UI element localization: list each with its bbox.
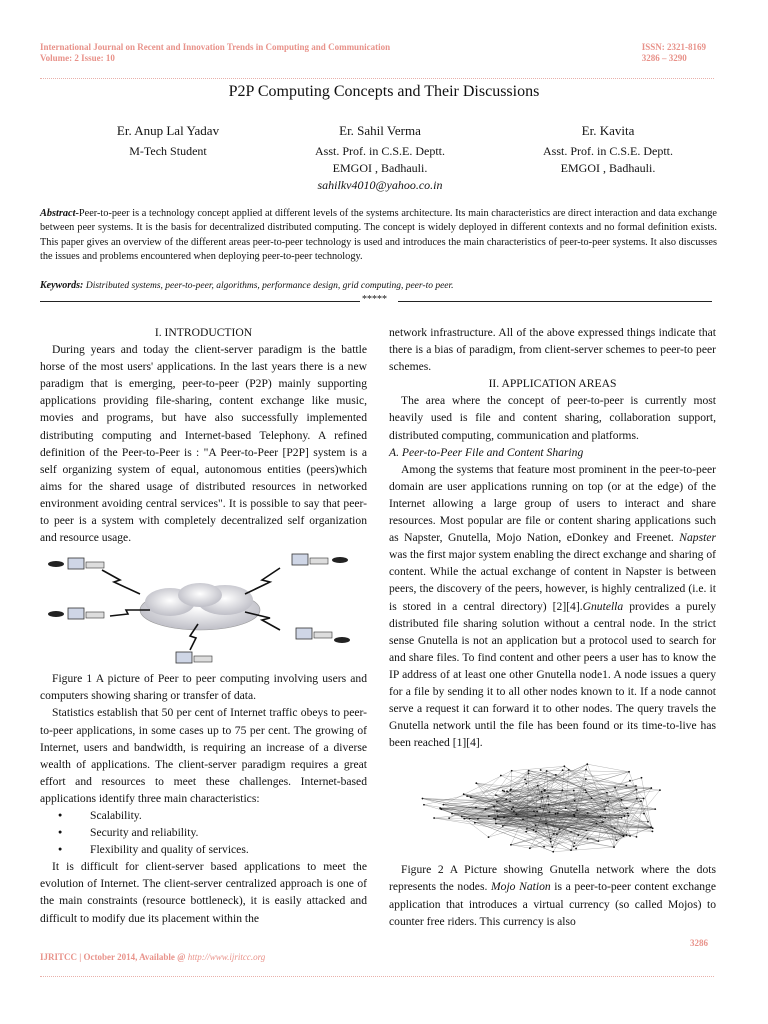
network-node [573,790,575,792]
network-node [502,790,504,792]
network-node [503,817,505,819]
footer-divider [40,976,714,977]
network-node [528,773,530,775]
network-node [553,833,555,835]
header-divider [40,78,714,79]
network-node [604,817,606,819]
network-node [616,840,618,842]
paragraph: It is difficult for client-server based applications to meet the evolution of Internet. The client-server centralized approach is one of the main constraints (resource bottleneck), it is easily attacked and difficult to modify due its placement within the [40,860,367,925]
network-node [552,851,554,853]
author-affiliation: Asst. Prof. in C.S.E. Deptt. [542,144,673,158]
issn: ISSN: 2321-8169 [641,42,706,52]
network-node [495,819,497,821]
network-node [555,813,557,815]
network-edges [422,765,659,853]
internet-cloud-icon [140,583,260,630]
network-node [629,835,631,837]
network-node [474,822,476,824]
author-institute: EMGOI , Badhauli. [560,161,656,175]
network-node [659,790,661,792]
list-item: ● Security and reliability. [50,824,367,841]
paragraph: The area where the concept of peer-to-peer is currently most heavily used is file and content sharing, collaboration support, distributed computing, communication and platforms. [389,394,716,442]
network-node [549,812,551,814]
network-node [643,798,645,800]
network-node [469,818,471,820]
network-node [607,801,609,803]
paragraph: Statistics establish that 50 per cent of Internet traffic obeys to peer-to-peer applications, in some cases up to 75 per cent. The growing of Internet, users and bandwidth, is requiring an increase of a diverse wealth of applications. The client-server paradigm requires a great effort and resources to meet these challenges. Internet-based applications identify three main characteristics: [40,706,367,805]
keywords-text: Distributed systems, peer-to-peer, algorithms, performance design, grid computing, peer-to peer. [85,281,454,291]
section-heading: I. INTRODUCTION [154,326,253,339]
network-node [485,809,487,811]
network-node [574,843,576,845]
page-number: 3286 [690,938,708,948]
network-node [439,808,441,810]
network-node [512,807,514,809]
network-node [557,813,559,815]
network-node [537,785,539,787]
network-node [597,841,599,843]
network-node [562,770,564,772]
network-node [536,811,538,813]
network-node [493,818,495,820]
network-node [628,815,630,817]
network-node [546,770,548,772]
network-node [585,779,587,781]
journal-url[interactable]: http://www.ijritcc.org [187,952,266,962]
network-node [505,799,507,801]
author-name: Er. Anup Lal Yadav [116,123,220,138]
network-node [643,813,645,815]
paragraph: Among the systems that feature most prominent in the peer-to-peer domain are user applications running on top (or at the edge) of the Internet allowing a large group of users to interact and share resources. Most popular are file or content sharing applications such as Napster, Gnutella, Mojo Nation, eDonkey and Freenet. Napster was the first major system enabling the direct exchange and sharing of content. While the actual exchange of content in Napster is between peers, the discovery of the peers, however, is highly centralized (i.e. it is stored in a central directory) [2][4].Gnutella provides a purely distributed file sharing solution without a central node. In the strict sense Gnutella is not an application but a protocol used to search for and share files. To find content and other peers a user has to know the IP address of at least one other Gnutella node1. A node issues a query for a file by sending it to all other nodes known to it. If a node cannot serve a request it can forward it to other nodes. The query travels the Gnutella network until the file has been found or its time-to-live has been reached [1][4]. [389,462,716,750]
author-email: sahilkv4010@yahoo.co.in [317,178,443,192]
network-node [627,813,629,815]
p2p-network-illustration [40,550,367,670]
network-node [585,769,587,771]
network-node [591,798,593,800]
list-item: ● Scalability. [50,807,367,824]
network-node [600,816,602,818]
journal-name: International Journal on Recent and Innovation Trends in Computing and Communication [40,42,391,52]
journal-header [40,42,390,64]
gnutella-network-graph [389,755,716,861]
network-node [525,783,527,785]
network-node [574,800,576,802]
network-node [623,835,625,837]
bullet-list [50,807,367,858]
abstract-label: Abstract- [40,208,79,219]
abstract [40,207,717,265]
network-node [526,828,528,830]
network-node [625,785,627,787]
network-node [533,829,535,831]
network-node [647,821,649,823]
network-node [422,798,424,800]
section-heading: II. APPLICATION AREAS [488,377,617,391]
left-column [40,324,367,927]
network-node [636,789,638,791]
network-node [496,801,498,803]
network-node [555,774,557,776]
network-node [423,804,425,806]
network-node [539,807,541,809]
network-node [495,795,497,797]
section-separator [40,294,712,306]
network-node [541,797,543,799]
network-node [506,791,508,793]
network-node [576,810,578,812]
network-node [624,815,626,817]
network-node [495,823,497,825]
network-node [613,847,615,849]
network-node [475,783,477,785]
author-block [78,122,258,160]
network-node [535,825,537,827]
author-affiliation: Asst. Prof. in C.S.E. Deptt. [314,144,445,158]
network-node [550,841,552,843]
network-node [559,829,561,831]
figure-caption: Figure 1 A picture of Peer to peer computing involving users and computers showing sharing or transfer of data. [40,672,367,703]
network-node [535,831,537,833]
network-node [577,835,579,837]
network-node [541,791,543,793]
network-node [548,804,550,806]
network-node [544,790,546,792]
network-node [496,811,498,813]
network-node [640,801,642,803]
network-node [614,828,616,830]
footer [40,952,265,962]
network-node [629,780,631,782]
network-node [529,848,531,850]
network-node [535,815,537,817]
network-node [614,787,616,789]
figure-2-gnutella-network [389,755,716,861]
network-node [448,818,450,820]
network-node [621,799,623,801]
paragraph: network infrastructure. All of the above expressed things indicate that there is a bias of paradigm, from client-server schemes to peer-to peer schemes. [389,326,716,374]
network-node [563,766,565,768]
network-node [522,819,524,821]
network-node [550,838,552,840]
network-node [524,779,526,781]
network-node [568,769,570,771]
network-node [525,831,527,833]
network-node [641,777,643,779]
network-node [602,822,604,824]
network-node [556,834,558,836]
author-affiliation: M-Tech Student [129,144,207,158]
network-node [570,831,572,833]
computer-node-icon [48,608,104,619]
network-node [565,808,567,810]
network-node [606,792,608,794]
network-node [650,827,652,829]
network-node [513,811,515,813]
network-node [570,850,572,852]
network-node [585,792,587,794]
network-node [628,771,630,773]
network-node [586,830,588,832]
network-node [510,844,512,846]
author-block [290,122,470,194]
separator-stars: ***** [362,294,387,305]
author-institute: EMGOI , Badhauli. [332,161,428,175]
network-node [477,818,479,820]
network-node [540,769,542,771]
journal-volume: Volume: 2 Issue: 10 [40,53,115,63]
network-node [636,798,638,800]
network-node [543,846,545,848]
network-node [587,838,589,840]
network-node [585,789,587,791]
keywords [40,280,717,291]
computer-node-icon [176,652,212,663]
right-column [389,324,716,930]
network-node [561,790,563,792]
network-node [497,816,499,818]
paragraph: During years and today the client-server paradigm is the battle horse of the most users' applications. In the last years there is a new paradigm that is emerging, peer-to-peer (P2P) mainly supporting applications providing file-sharing, content exchange like music, movies and programs, but have also successfully implemented distributing computing and Internet-based Telephony. A refined definition of the Peer-to-Peer is : "A Peer-to-Peer [P2P] system is a self organizing system of equal, autonomous entities (peers)which aims for the shared usage of distributed resources in networked environment avoiding central services". It is possible to say that peer-to peer is a system with completely decentralized self organization and resource usage. [40,343,367,545]
list-item: ● Flexibility and quality of services. [50,841,367,858]
network-node [547,796,549,798]
subsection-heading: A. Peer-to-Peer File and Content Sharing [389,445,584,459]
network-node [515,814,517,816]
author-name: Er. Sahil Verma [339,123,421,138]
computer-node-icon [296,628,350,643]
computer-node-icon [292,554,348,565]
network-node [443,804,445,806]
network-node [586,764,588,766]
network-node [528,770,530,772]
network-node [652,831,654,833]
network-node [596,823,598,825]
network-node [470,797,472,799]
network-node [650,788,652,790]
network-node [511,770,513,772]
network-node [509,790,511,792]
paper-title: P2P Computing Concepts and Their Discussions [228,83,540,100]
network-node [635,785,637,787]
network-node [509,801,511,803]
computer-node-icon [48,558,104,569]
network-node [493,806,495,808]
figure-caption: Figure 2 A Picture showing Gnutella network where the dots represents the nodes. Mojo Nation is a peer-to-peer content exchange application that introduces a virtual currency (so called Mojos) to counter free riders. This currency is also [389,863,716,928]
issn-header [642,42,706,64]
network-node [466,796,468,798]
network-node [511,809,513,811]
network-node [433,818,435,820]
network-node [621,817,623,819]
network-node [463,794,465,796]
page-range: 3286 – 3290 [641,53,687,63]
footer-text: IJRITCC | October 2014, Available @ [40,952,188,962]
network-node [500,775,502,777]
author-block [518,122,698,177]
network-node [604,809,606,811]
abstract-text: Peer-to-peer is a technology concept applied at different levels of the systems architecture. Its main characteristics are direct interaction and data exchange between peer systems. It is the basis for decentralized distributed computing. The concept is widely deployed in different contexts and no formal definition exists. This paper gives an overview of the different areas peer-to-peer technology is used and introduces the main characteristics of peer-to-peer systems. It also discusses the issues and problems encountered when deploying peer-to-peer technology. [40,208,717,263]
network-node [573,814,575,816]
network-node [652,828,654,830]
network-node [502,825,504,827]
network-node [488,816,490,818]
figure-1-p2p-network [40,550,367,670]
network-node [636,836,638,838]
author-name: Er. Kavita [581,123,635,138]
network-node [587,812,589,814]
keywords-label: Keywords: [40,280,84,291]
network-node [463,818,465,820]
network-node [654,809,656,811]
network-node [551,846,553,848]
network-node [626,835,628,837]
network-node [475,807,477,809]
network-node [545,823,547,825]
network-node [626,808,628,810]
network-node [488,837,490,839]
network-node [451,813,453,815]
network-node [461,816,463,818]
network-node [573,846,575,848]
network-node [575,848,577,850]
network-node [533,811,535,813]
